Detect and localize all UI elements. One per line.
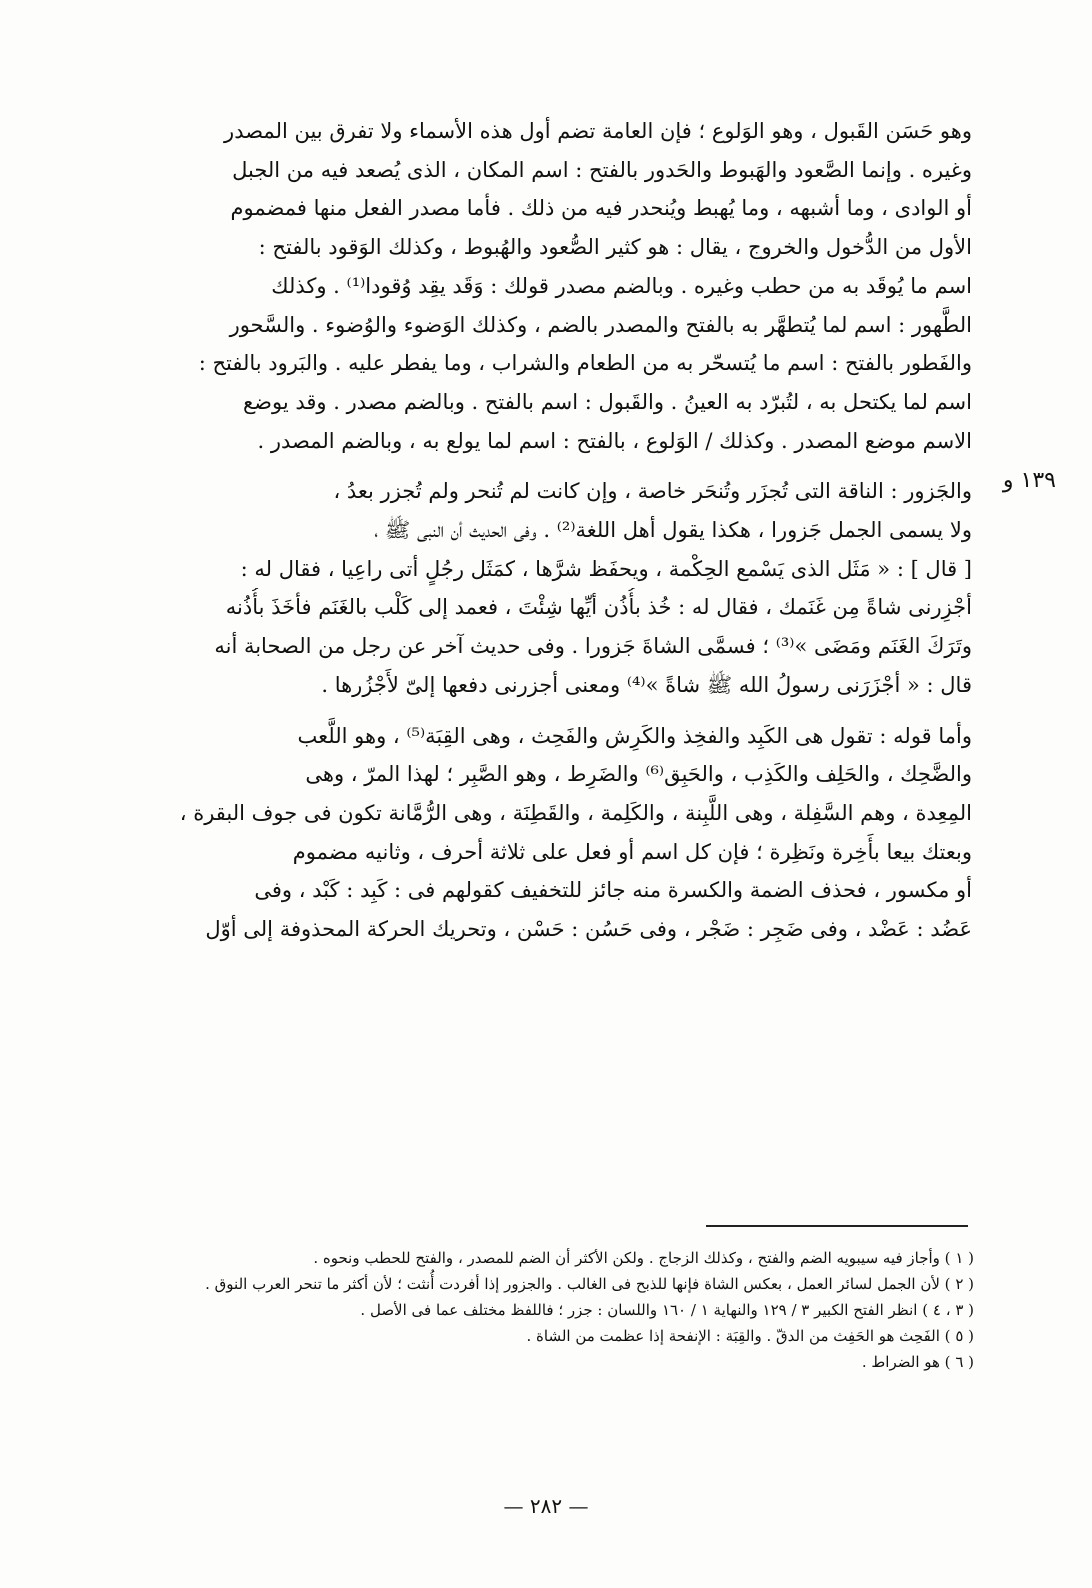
text-line: وأما قوله : تقول هى الكَبِد والفخِذ والكَرِش والفَحِث ، وهى القِبَة⁽⁵⁾ ، وهو اللَّعب	[297, 723, 972, 748]
text-line: عَضُد : عَضْد ، وفى ضَجِر : ضَجْر ، وفى حَسُن : حَسْن ، وتحريك الحركة المحذوفة إلى أوّل	[205, 917, 972, 942]
text-line: أجْزِرنى شاةً مِن غَنَمك ، فقال له : خُذ بأُذُن أيِّها شِئْتَ ، فعمد إلى كَلْب بالغَنَم فأخَذَ بأُذُنه	[225, 595, 972, 620]
text-line: أو الوادى ، وما أشبهه ، وما يُهبط ويُنحدر فيه من ذلك . فأما مصدر الفعل منها فمضموم	[230, 196, 972, 221]
text-line: الطَّهور : اسم لما يُتطهَّر به بالفتح والمصدر بالضم ، وكذلك الوَضوء والوُضوء . والسَّحور	[229, 312, 972, 337]
text-line: أو مكسور ، فحذف الضمة والكسرة منه جائز للتخفيف كقولهم فى : كَبِد : كَبْد ، وفى	[254, 878, 972, 903]
footnote: ( ١ ) وأجاز فيه سيبويه الضم والفتح ، وكذلك الزجاج . ولكن الأكثر أن الضم للمصدر ، والفتح للحطب ونحوه .	[313, 1249, 974, 1267]
footnote: ( ٦ ) هو الضراط .	[861, 1353, 974, 1371]
text-line: الأول من الدُّخول والخروج ، يقال : هو كثير الصُّعود والهُبوط ، وكذلك الوَقود بالفتح :	[258, 235, 972, 260]
text-line: اسم ما يُوقَد به من حطب وغيره . وبالضم مصدر قولك : وَقَد يقِد وُقودا⁽¹⁾ . وكذلك	[271, 273, 972, 298]
text-line: وغيره . وإنما الصَّعود والهَبوط والحَدور بالفتح : اسم المكان ، الذى يُصعد فيه من الجبل	[232, 157, 972, 182]
folio-margin-note: ١٣٩ و	[1002, 468, 1056, 493]
footnotes	[126, 1245, 974, 1375]
text-line: والضَّحِك ، والحَلِف والكَذِب ، والحَبِق⁽⁶⁾ والضَرِط ، وهو الصَّبِر ؛ لهذا المرّ ، وهى	[305, 762, 972, 787]
text-line: ولا يسمى الجمل جَزورا ، هكذا يقول أهل اللغة⁽²⁾ . وفى الحديث أن النبى ﷺ ،	[374, 518, 972, 543]
text-line: اسم لما يكتحل به ، لتُبرّد به العينُ . والقَبول : اسم بالفتح . وبالضم مصدر . وقد يوضع	[242, 389, 972, 414]
text-line: والفَطور بالفتح : اسم ما يُتسحّر به من الطعام والشراب ، وما يفطر عليه . والبَرود بالفتح :	[198, 351, 972, 376]
text-line: وهو حَسَن القَبول ، وهو الوَلوع ؛ فإن العامة تضم أول هذه الأسماء ولا تفرق بين المصدر	[224, 119, 972, 143]
text-line: وتَرَكَ الغَنَم ومَضَى »⁽³⁾ ؛ فسمَّى الشاةَ جَزورا . وفى حديث آخر عن رجل من الصحابة أنه	[214, 634, 972, 659]
footnote: ( ٢ ) لأن الجمل لسائر العمل ، بعكس الشاة فإنها للذبح فى الغالب . والجزور إذا أفردت أُنثت ؛ لأن أكثر ما تنحر العرب النوق .	[205, 1275, 974, 1293]
footnote: ( ٣ ، ٤ ) انظر الفتح الكبير ٣ / ١٢٩ والنهاية ١ / ١٦٠ واللسان : جزر ؛ فاللفظ مختلف عما فى الأصل .	[360, 1301, 974, 1319]
footnote: ( ٥ ) الفَحِث هو الحَفِث من الدقّ . والقِبَة : الإنفحة إذا عظمت من الشاة .	[526, 1327, 974, 1345]
footnote-divider	[706, 1225, 968, 1227]
page-number: — ٢٨٢ —	[503, 1494, 589, 1518]
paragraph-3	[128, 717, 972, 949]
text-line: الاسم موضع المصدر . وكذلك / الوَلوع ، بالفتح : اسم لما يولع به ، وبالضم المصدر .	[257, 428, 972, 453]
text-line: وبعتك بيعا بأَخِرة ونَظِرة ؛ فإن كل اسم أو فعل على ثلاثة أحرف ، وثانيه مضموم	[292, 839, 972, 864]
text-line: والجَزور : الناقة التى تُجزَر وتُنحَر خاصة ، وإن كانت لم تُنحر ولم تُجزر بعدُ ،	[333, 479, 972, 504]
paragraph-2	[128, 472, 972, 704]
paragraph-1	[128, 112, 972, 460]
text-line: قال : « أجْزَرَنى رسولُ الله ﷺ شاةً »⁽⁴⁾ ومعنى أجزرنى دفعها إلىّ لأَجْزُرها .	[321, 672, 972, 697]
main-text	[128, 112, 972, 949]
text-line: المِعِدة ، وهم السَّفِلة ، وهى اللَّبِنة ، والكَلِمة ، والقَطِنَة ، وهى الرُّمَّانة تكون فى جوف البقرة ،	[179, 800, 972, 825]
text-line: [ قال ] : « مَثَل الذى يَسْمع الحِكْمة ، ويحفَظ شرَّها ، كمَثَل رجُلٍ أتى راعِيا ، فقال له :	[240, 556, 972, 581]
